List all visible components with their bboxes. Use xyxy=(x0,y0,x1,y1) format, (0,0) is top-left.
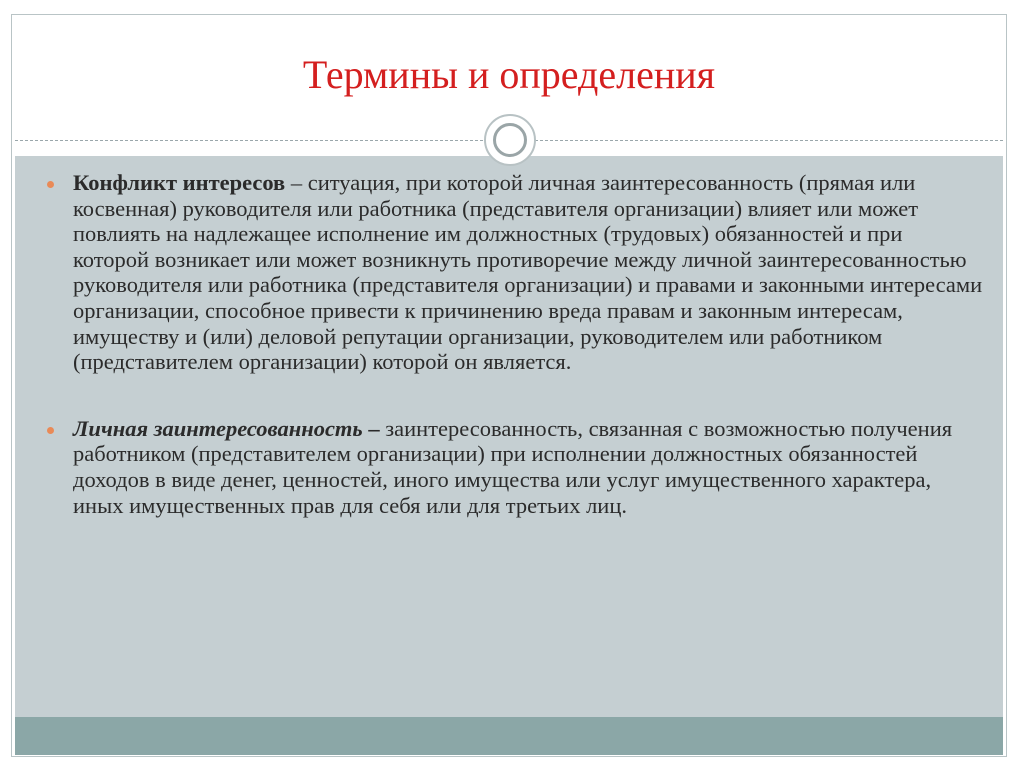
circle-ornament-inner xyxy=(493,123,527,157)
slide-title: Термины и определения xyxy=(302,52,716,97)
bullet-item-conflict-of-interest xyxy=(44,170,984,375)
bullet-dot-icon xyxy=(47,181,54,188)
bullet-list xyxy=(44,170,984,518)
term-personal-interest: Личная заинтересованность xyxy=(73,415,363,441)
definition-conflict-of-interest: ситуация, при которой личная заинтересованность (прямая или косвенная) руководителя или работника (представителя организации) влияет или может повлиять на надлежащее исполнение им должностных (трудовых) обязанностей и при которой возникает или может возникнуть противоречие между личной заинтересованностью руководителя или работника (представителя организации) и правами и законными интересами организации, способное привести к причинению вреда правам и законным интересам, имуществу и (или) деловой репутации организации, руководителем или работником (представителем организации) которой он является. xyxy=(73,170,983,375)
bullet-dot-icon xyxy=(47,427,54,434)
footer-band xyxy=(15,717,1003,755)
definition-personal-interest: заинтересованность, связанная с возможностью получения работником (представителем организации) при исполнении должностных обязанностей доходов в виде денег, ценностей, иного имущества или услуг имущественного характера, иных имущественных прав для себя или для третьих лиц. xyxy=(73,415,953,518)
term-conflict-of-interest: Конфликт интересов xyxy=(73,170,286,195)
term-separator: – xyxy=(285,170,308,195)
term-separator: – xyxy=(362,415,386,441)
circle-ornament-icon xyxy=(484,114,536,166)
bullet-item-personal-interest xyxy=(44,416,984,518)
